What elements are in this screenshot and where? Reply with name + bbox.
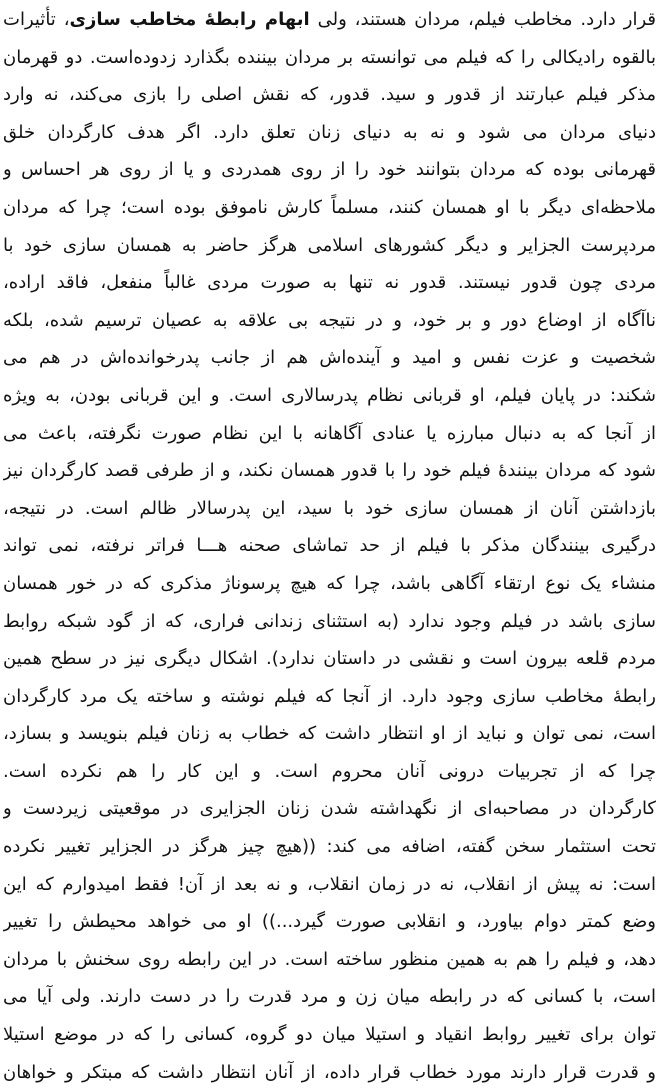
text-line: شود که مردان بینندهٔ فیلم خود را با قدور همسان نکند، و از طرفی قصد کارگردان نیز — [3, 460, 656, 482]
text-line: دهد، و فیلم را هم به همین منظور ساخته است. در این رابطه روی سخنش با مردان — [3, 948, 656, 970]
text-line: ناآگاه از اوضاع دور و بر خود، و در نتیجه بی علاقه به عصیان ترسیم شده، بلکه — [3, 309, 656, 331]
text-line: رابطهٔ مخاطب سازی وجود دارد. از آنجا که فیلم نوشته و ساخته یک مرد کارگردان — [3, 685, 656, 707]
line-text: قرار دارد. مخاطب فیلم، مردان هستند، ولی — [309, 9, 656, 30]
text-line: قهرمانی بوده که مردان بتوانند خود را از روی همدردی و یا از روی هر احساس و — [3, 159, 656, 181]
line-text: ، تأثیرات — [3, 9, 70, 30]
text-line: وضع کمتر دوام بیاورد، و انقلابی صورت گیرد...)) او می خواهد محیطش را تغییر — [3, 911, 656, 933]
text-line: و قدرت قرار دارند مورد خطاب قرار داده، از آنان انتظار داشت که مبتکر و خواهان — [3, 1061, 656, 1083]
text-line: چرا که از تجربیات درونی آنان محروم است. و این کار را هم نکرده است. — [3, 760, 656, 782]
text-line: دنیای مردان می شود و نه به دنیای زنان تعلق دارد. اگر هدف کارگردان خلق — [3, 121, 656, 143]
text-line: مردم قلعه بیرون است و نقشی در داستان ندارد). اشکال دیگری نیز در سطح همین — [3, 648, 656, 670]
text-line: است، با کسانی که در رابطه میان زن و مرد قدرت را در دست دارند. ولی آیا می — [3, 986, 656, 1008]
bold-key-term: ابهام رابطهٔ مخاطب سازی — [69, 9, 310, 30]
text-line: از آنجا که به دنبال مبارزه یا عنادی آگاهانه با این نظام صورت نگرفته، باعث می — [3, 422, 656, 444]
text-line: مردپرست الجزایر و دیگر کشورهای اسلامی هرگز حاضر به همسان سازی خود با — [3, 234, 656, 256]
text-line: ملاحظه‌ای دیگر با او همسان کنند، مسلماً کارش ناموفق بوده است؛ چرا که مردان — [3, 196, 656, 218]
text-line: توان برای تغییر روابط انقیاد و استیلا میان دو گروه، کسانی را که در موضع استیلا — [3, 1024, 656, 1046]
text-line — [3, 1, 656, 39]
text-line: مذکر فیلم عبارتند از قدور و سید. قدور، که نقش اصلی را بازی می‌کند، نه وارد — [3, 84, 656, 106]
text-line: تحت استثمار سخن گفته، اضافه می کند: ((هیچ چیز هرگز در الجزایر تغییر نکرده — [3, 836, 656, 858]
text-line: بازداشتن آنان از همسان سازی خود با سید، این پدرسالار ظالم است. در نتیجه، — [3, 497, 656, 519]
text-line: بالقوه رادیکالی را که فیلم می توانسته بر مردان بیننده بگذارد زدوده‌است. دو قهرمان — [3, 46, 656, 68]
text-line: است، نمی توان و نباید از او انتظار داشت که خطاب به زنان فیلم بنویسد و بسازد، — [3, 723, 656, 745]
text-line: منشاء یک نوع ارتقاء آگاهی باشد، چرا که هیچ پرسوناژ مذکری که در خور همسان — [3, 572, 656, 594]
text-line: شخصیت و عزت نفس و امید و آینده‌اش هم از جانب پدرخوانده‌اش در هم می — [3, 347, 656, 369]
text-line: سازی باشد در فیلم وجود ندارد (به استثنای زندانی فراری، که از گود شبکه روابط — [3, 610, 656, 632]
text-line: درگیری بینندگان مذکر با فیلم از حد تماشای صحنه هـــا فراتر نرفته، نمی تواند — [3, 535, 656, 557]
text-line: کارگردان در مصاحبه‌ای از نگهداشته شدن زنان الجزایری در موقعیتی زیردست و — [3, 798, 656, 820]
text-line: است: نه پیش از انقلاب، نه در زمان انقلاب، و نه بعد از آن! فقط امیدوارم که این — [3, 873, 656, 895]
text-line: شکند: در پایان فیلم، او قربانی نظام پدرسالاری است. و این قربانی بودن، به ویژه — [3, 384, 656, 406]
text-line: مردی چون قدور نیستند. قدور نه تنها به صورت مردی غالباً منفعل، فاقد اراده، — [3, 272, 656, 294]
